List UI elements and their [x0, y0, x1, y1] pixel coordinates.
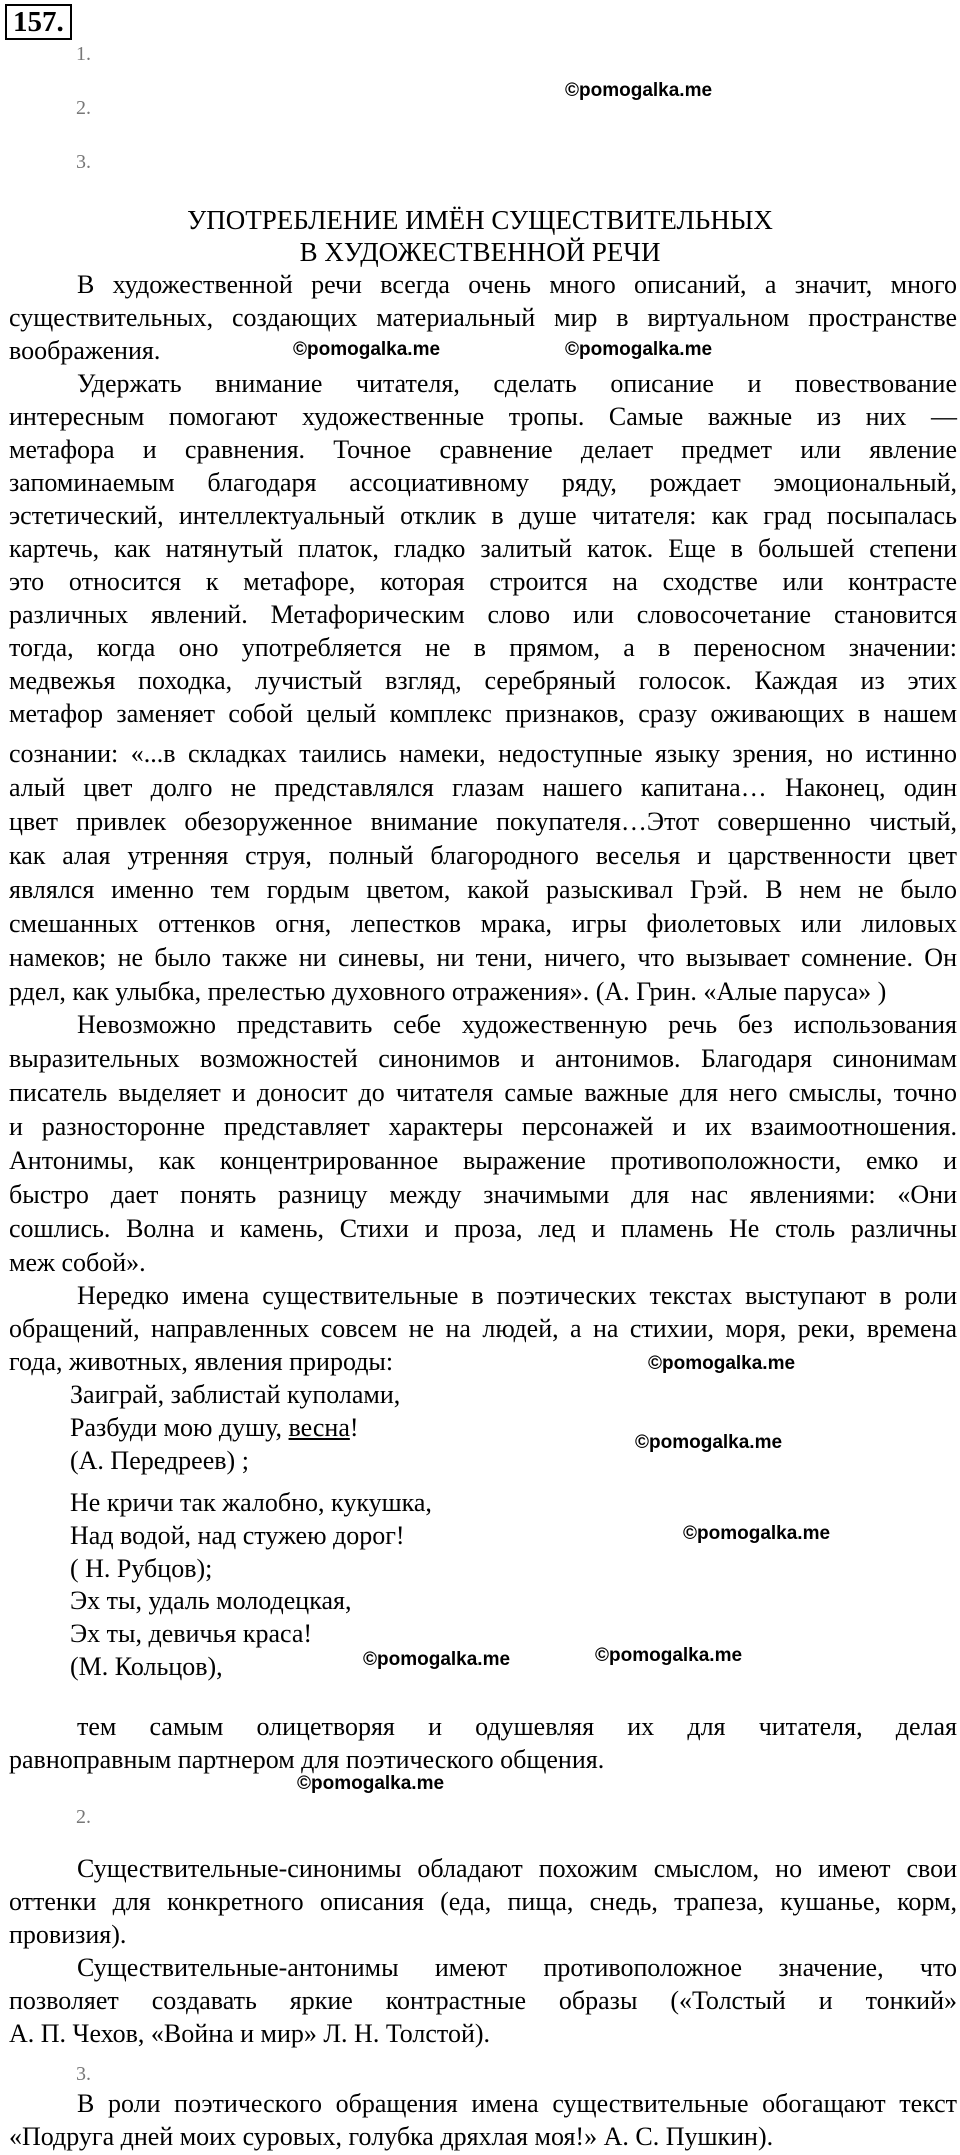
poem-line: Эх ты, удаль молодецкая, [70, 1586, 352, 1615]
text-line: быстро дает понять разницу между значимыми для нас явлениями: «Они [9, 1180, 957, 1209]
text-line: являлся именно тем гордым цветом, какой разыскивал Грэй. В нем не было [9, 875, 957, 904]
text-line: тогда, когда оно употребляется не в прямом, а в переносном значении: [9, 633, 957, 662]
text-line: Существительные-антонимы имеют противоположное значение, что [77, 1953, 957, 1982]
text-line: провизия). [9, 1920, 127, 1949]
marker-3: 3. [76, 151, 91, 173]
marker-section-2: 2. [76, 1806, 91, 1828]
paragraph-5 [9, 1710, 957, 1776]
paragraph-7 [9, 1951, 957, 2050]
text-line: Удержать внимание читателя, сделать описание и повествование [77, 369, 957, 398]
marker-1: 1. [76, 43, 91, 65]
text-line: различных явлений. Метафорическим слово или словосочетание становится [9, 600, 957, 629]
text-line: картечь, как натянутый платок, гладко залитый каток. Еще в большей степени [9, 534, 957, 563]
text-line: метафора и сравнения. Точное сравнение делает предмет или явление [9, 435, 957, 464]
poem-line: Разбуди мою душу, весна! [70, 1413, 359, 1442]
text-line: выразительных возможностей синонимов и антонимов. Благодаря синонимам [9, 1044, 957, 1073]
watermark: ©pomogalka.me [648, 1353, 796, 1374]
poem-2 [70, 1486, 432, 1585]
poem-line: Не кричи так жалобно, кукушка, [70, 1488, 432, 1517]
text-line: сознании: «...в складках таились намеки, недоступные языку зрения, но истинно [9, 739, 957, 768]
marker-2: 2. [76, 97, 91, 119]
poem-line: Заиграй, заблистай куполами, [70, 1380, 401, 1409]
watermark: ©pomogalka.me [635, 1432, 783, 1453]
paragraph-2 [9, 367, 957, 730]
watermark: ©pomogalka.me [293, 339, 441, 360]
text-line: существительных, создающих материальный мир в виртуальном пространстве [9, 303, 957, 332]
watermark: ©pomogalka.me [683, 1523, 831, 1544]
watermark: ©pomogalka.me [363, 1649, 511, 1670]
text-line: А. П. Чехов, «Война и мир» Л. Н. Толстой). [9, 2019, 491, 2048]
paragraph-3 [9, 1008, 957, 1280]
text-line: медвежья походка, лучистый взгляд, серебряный голосок. Каждая из этих [9, 666, 957, 695]
text-line: и разносторонне представляет характеры персонажей и их взаимоотношения. [9, 1112, 957, 1141]
watermark: ©pomogalka.me [595, 1645, 743, 1666]
text-line: это относится к метафоре, которая строится на сходстве или контрасте [9, 567, 957, 596]
text-line: рдел, как улыбка, прелестью духовного отражения». (А. Грин. «Алые паруса» ) [9, 977, 887, 1006]
text-line: тем самым олицетворяя и одушевляя их для читателя, делая [77, 1712, 957, 1741]
poem-line: Эх ты, девичья краса! [70, 1619, 313, 1648]
text-line: метафор заменяет собой целый комплекс признаков, сразу оживающих в нашем [9, 699, 957, 728]
poem-line: Над водой, над стужею дорог! [70, 1521, 405, 1550]
poem-1 [70, 1378, 400, 1477]
poem-3 [70, 1584, 351, 1683]
text-line: смешанных оттенков огня, лепестков мрака, игры фиолетовых или лиловых [9, 909, 957, 938]
text-line: позволяет создавать яркие контрастные образы («Толстый и тонкий» [9, 1986, 957, 2015]
text-line: запоминаемым благодаря ассоциативному ряду, рождает эмоциональный, [9, 468, 957, 497]
watermark: ©pomogalka.me [565, 80, 713, 101]
watermark: ©pomogalka.me [565, 339, 713, 360]
poem-author: (А. Передреев) ; [70, 1446, 249, 1475]
text-line: писатель выделяет и доносит до читателя самые важные для него смыслы, точно [9, 1078, 957, 1107]
text-line: меж собой». [9, 1248, 146, 1277]
text-line: В роли поэтического обращения имена существительные обогащают текст [77, 2089, 957, 2118]
paragraph-1 [9, 268, 957, 367]
text-line: Нередко имена существительные в поэтических текстах выступают в роли [77, 1281, 957, 1310]
text-line: года, животных, явления природы: [9, 1347, 394, 1376]
text-line: равноправным партнером для поэтического общения. [9, 1745, 605, 1774]
watermark: ©pomogalka.me [297, 1773, 445, 1794]
poem-author: (М. Кольцов), [70, 1652, 223, 1681]
paragraph-4 [9, 1279, 957, 1378]
marker-section-3: 3. [76, 2063, 91, 2085]
text-line: воображения. [9, 336, 161, 365]
underlined-word: весна [288, 1413, 350, 1442]
text-line: Антонимы, как концентрированное выражение противоположности, емко и [9, 1146, 957, 1175]
text-line: как алая утренняя струя, полный благородного веселья и царственности цвет [9, 841, 957, 870]
text-line: эстетический, интеллектуальный отклик в душе читателя: как град посыпалась [9, 501, 957, 530]
paragraph-8 [9, 2087, 957, 2153]
poem-author: ( Н. Рубцов); [70, 1554, 213, 1583]
text-line: сошлись. Волна и камень, Стихи и проза, лед и пламень Не столь различны [9, 1214, 957, 1243]
text-line: цвет привлек обезоруженное внимание покупателя…Этот совершенно чистый, [9, 807, 957, 836]
text-line: Невозможно представить себе художественную речь без использования [77, 1010, 957, 1039]
text-line: алый цвет долго не представлялся глазам нашего капитана… Наконец, один [9, 773, 957, 802]
text-line: оттенки для конкретного описания (еда, пища, снедь, трапеза, кушанье, корм, [9, 1887, 957, 1916]
title-line-2: В ХУДОЖЕСТВЕННОЙ РЕЧИ [299, 237, 661, 267]
task-number: 157. [5, 4, 72, 40]
paragraph-2-quote [9, 737, 957, 1009]
text-line: В художественной речи всегда очень много описаний, а значит, много [77, 270, 957, 299]
text-line: «Подруга дней моих суровых, голубка дряхлая моя!» А. С. Пушкин). [9, 2122, 774, 2151]
text-line: обращений, направленных совсем не на людей, а на стихии, моря, реки, времена [9, 1314, 957, 1343]
text-line: Существительные-синонимы обладают похожим смыслом, но имеют свои [77, 1854, 957, 1883]
text-line: намеков; не было также ни синевы, ни тени, ничего, что вызывает сомнение. Он [9, 943, 957, 972]
text-line: интересным помогают художественные тропы. Самые важные из них — [9, 402, 957, 431]
title-line-1: УПОТРЕБЛЕНИЕ ИМЁН СУЩЕСТВИТЕЛЬНЫХ [187, 205, 773, 235]
paragraph-6 [9, 1852, 957, 1951]
